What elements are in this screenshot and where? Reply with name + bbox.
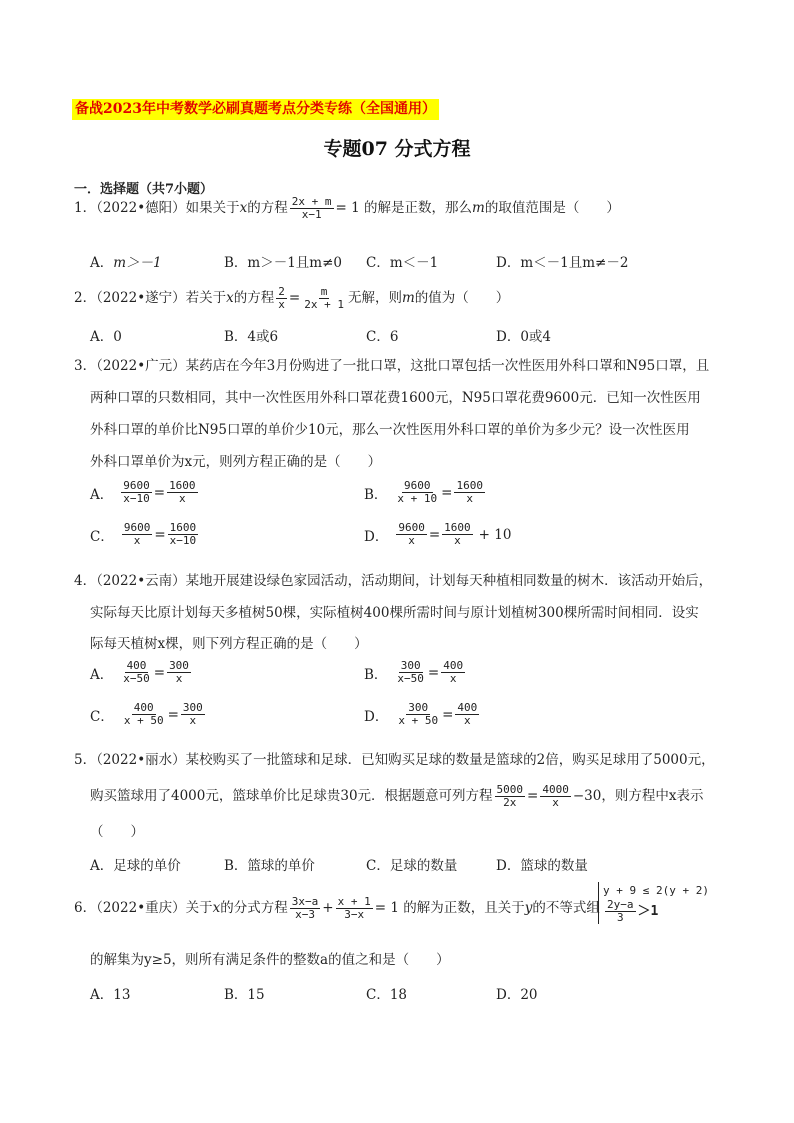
question-1-stem xyxy=(74,188,620,228)
q2-option-d[interactable]: D．0或4 xyxy=(496,329,552,345)
denominator: 2x + 1 xyxy=(304,297,344,311)
question-6-stem xyxy=(74,888,600,928)
denominator: 3 xyxy=(616,911,624,924)
denominator: x−50 xyxy=(397,672,424,685)
fraction xyxy=(167,480,198,505)
option-key: A． xyxy=(90,255,114,271)
q1-fraction xyxy=(290,196,334,221)
question-4-line-3: 际每天植树x棵，则下列方程正确的是（ ） xyxy=(90,636,368,652)
fraction xyxy=(167,660,191,685)
option-key: B． xyxy=(364,666,388,683)
plus-sign: + xyxy=(322,900,334,916)
q1-text: 的方程 xyxy=(247,200,288,216)
equals-sign: = xyxy=(288,290,301,306)
numerator: 1600 xyxy=(456,479,483,492)
numerator: 9600 xyxy=(123,479,150,492)
q6-fraction-1 xyxy=(290,896,321,921)
q5-text: −30，则方程中x表示 xyxy=(572,788,704,804)
q5-text: 购买篮球用了4000元，篮球单价比足球贵30元．根据题意可列方程 xyxy=(90,788,493,804)
q6-var: x xyxy=(212,900,221,916)
option-key: D． xyxy=(364,708,389,725)
option-text: m＜－1 xyxy=(389,255,439,271)
numerator: 5000 xyxy=(496,782,524,796)
question-4-line-1: 4．（2022•云南）某地开展建设绿色家园活动，活动期间，计划每天种植相同数量的树木．该活动开始后， xyxy=(74,573,713,589)
q3-option-a[interactable] xyxy=(90,480,200,505)
q4-option-a[interactable] xyxy=(90,660,193,685)
denominator: x xyxy=(133,534,141,547)
q1-option-b[interactable] xyxy=(224,251,342,271)
option-text: m＞－1且m≠0 xyxy=(247,255,343,271)
q2-option-a[interactable]: A．0 xyxy=(90,329,122,345)
denominator: x−1 xyxy=(301,207,322,221)
question-5-line-1: 5．（2022•丽水）某校购买了一批篮球和足球．已知购买足球的数量是篮球的2倍，购买足球用了5000元， xyxy=(74,752,715,768)
question-3-line-4: 外科口罩单价为x元，则列方程正确的是（ ） xyxy=(90,454,382,470)
numerator: 9600 xyxy=(398,521,425,534)
denominator: x xyxy=(552,795,559,809)
q3-option-d[interactable] xyxy=(364,522,511,547)
denominator: x + 10 xyxy=(397,492,438,505)
q3-option-b[interactable] xyxy=(364,480,487,505)
q2-text: 无解，则 xyxy=(347,290,402,306)
numerator: 300 xyxy=(182,701,203,714)
numerator: 300 xyxy=(169,659,189,672)
fraction xyxy=(121,660,152,685)
option-text: m＜－1且m≠－2 xyxy=(520,255,629,271)
denominator: x + 50 xyxy=(398,714,439,727)
fraction xyxy=(122,702,166,727)
q1-text: = 1 的解是正数，那么 xyxy=(335,200,473,216)
equals-sign: = xyxy=(153,484,166,501)
q6-option-c[interactable]: C．18 xyxy=(366,987,408,1003)
numerator: 300 xyxy=(400,659,421,672)
equals-sign: = xyxy=(441,484,453,501)
q5-fraction-1 xyxy=(495,784,526,809)
question-3-line-3: 外科口罩的单价比N95口罩的单价少10元，那么一次性医用外科口罩的单价为多少元？设一次性医用 xyxy=(90,422,690,438)
q1-var: m xyxy=(472,200,485,216)
q6-text: = 1 的解为正数，且关于 xyxy=(374,900,525,916)
option-text: m＞－1 xyxy=(113,255,162,271)
denominator: x−10 xyxy=(169,534,197,547)
denominator: x xyxy=(464,714,471,727)
numerator: 400 xyxy=(133,701,154,714)
numerator: 1600 xyxy=(444,521,471,534)
q2-option-c[interactable]: C．6 xyxy=(366,329,399,345)
fraction xyxy=(181,702,205,727)
q1-option-a[interactable] xyxy=(90,251,162,271)
numerator: x + 1 xyxy=(337,894,371,908)
equals-sign: = xyxy=(153,664,166,681)
denominator: x xyxy=(454,534,461,547)
q3-option-c[interactable] xyxy=(90,522,200,547)
denominator: x xyxy=(278,297,285,311)
q1-option-c[interactable] xyxy=(366,251,438,271)
q4-option-b[interactable] xyxy=(364,660,467,685)
question-6-line-2: 的解集为y≥5，则所有满足条件的整数a的值之和是（ ） xyxy=(90,952,450,968)
numerator: 9600 xyxy=(404,479,431,492)
fraction xyxy=(455,702,479,727)
q5-option-b[interactable]: B．篮球的单价 xyxy=(224,858,315,874)
denominator: 3−x xyxy=(344,907,365,921)
option-key: C． xyxy=(366,255,390,271)
q1-var: x xyxy=(239,200,248,216)
option-key: B． xyxy=(364,486,388,503)
q2-text: 的值为（ ） xyxy=(414,290,510,306)
numerator: 9600 xyxy=(123,521,151,534)
numerator: 400 xyxy=(457,701,478,714)
q4-option-c[interactable] xyxy=(90,702,207,727)
fraction xyxy=(395,660,426,685)
inequality-system xyxy=(598,882,709,924)
denominator: x xyxy=(466,492,474,505)
q1-text: 的取值范围是（ ） xyxy=(484,200,620,216)
q6-var: y xyxy=(524,900,533,916)
fraction xyxy=(605,899,636,924)
numerator: 2 xyxy=(278,284,285,298)
question-2-stem xyxy=(74,278,509,318)
equals-sign: = xyxy=(442,706,454,723)
q2-text: 的方程 xyxy=(233,290,275,306)
option-key: A． xyxy=(90,486,114,503)
q6-option-a[interactable]: A．13 xyxy=(90,987,131,1003)
q2-fraction-1 xyxy=(276,286,287,311)
fraction xyxy=(121,480,152,505)
q5-fraction-2 xyxy=(540,784,571,809)
fraction xyxy=(122,522,153,547)
numerator: 1600 xyxy=(169,521,197,534)
fraction xyxy=(395,480,439,505)
series-banner: 备战2023年中考数学必刷真题考点分类专练（全国通用） xyxy=(72,99,439,120)
inequality-tail: ＞1 xyxy=(637,904,659,919)
q1-text: 1．（2022•德阳）如果关于 xyxy=(74,200,240,216)
q6-option-d[interactable]: D．20 xyxy=(496,987,538,1003)
q6-text: 的不等式组 xyxy=(532,900,600,916)
q2-text: 2．（2022•遂宁）若关于 xyxy=(74,290,227,306)
q5-option-d[interactable]: D．篮球的数量 xyxy=(496,858,588,874)
inequality-2 xyxy=(603,899,709,924)
numerator: m xyxy=(320,284,328,298)
numerator: 400 xyxy=(443,659,464,672)
q2-var: m xyxy=(401,290,415,306)
denominator: x xyxy=(408,534,415,547)
q2-option-b[interactable]: B．4或6 xyxy=(224,329,279,345)
question-3-line-2: 两种口罩的只数相同，其中一次性医用外科口罩花费1600元，N95口罩花费9600元．已知一次性医用 xyxy=(90,390,701,406)
q2-var: x xyxy=(226,290,234,306)
q6-fraction-2 xyxy=(336,896,373,921)
fraction xyxy=(168,522,199,547)
option-key: A． xyxy=(90,666,114,683)
fraction xyxy=(396,522,427,547)
q2-fraction-2 xyxy=(302,286,346,311)
numerator: 300 xyxy=(408,701,429,714)
numerator: 4000 xyxy=(542,782,569,796)
numerator: 400 xyxy=(126,659,147,672)
fraction xyxy=(442,522,473,547)
numerator: 1600 xyxy=(169,479,196,492)
numerator: 2x + m xyxy=(291,194,332,208)
q4-option-d[interactable] xyxy=(364,702,481,727)
option-key: C． xyxy=(90,708,114,725)
denominator: x−50 xyxy=(123,672,150,685)
q5-option-c[interactable]: C．足球的数量 xyxy=(366,858,458,874)
inequality-1: y + 9 ≤ 2(y + 2) xyxy=(603,884,709,897)
option-tail: + 10 xyxy=(478,526,512,543)
option-key: D． xyxy=(496,255,521,271)
denominator: x−10 xyxy=(123,492,150,505)
option-key: C． xyxy=(90,528,114,545)
equals-sign: = xyxy=(154,526,166,543)
numerator: 2y−a xyxy=(607,898,634,911)
numerator: 3x−a xyxy=(291,894,319,908)
q6-option-b[interactable]: B．15 xyxy=(224,987,265,1003)
option-key: B． xyxy=(224,255,248,271)
question-5-line-2 xyxy=(90,776,703,816)
denominator: x−3 xyxy=(295,907,315,921)
q6-text: 的分式方程 xyxy=(220,900,288,916)
fraction xyxy=(454,480,485,505)
question-5-line-3: （ ） xyxy=(90,824,144,840)
equals-sign: = xyxy=(527,788,539,804)
fraction xyxy=(396,702,440,727)
denominator: x xyxy=(189,714,197,727)
denominator: x xyxy=(175,672,183,685)
fraction xyxy=(441,660,465,685)
question-3-line-1: 3．（2022•广元）某药店在今年3月份购进了一批口罩，这批口罩包括一次性医用外科口罩和N95口罩，且 xyxy=(74,358,710,374)
q1-option-d[interactable] xyxy=(496,251,628,271)
equals-sign: = xyxy=(428,526,441,543)
denominator: x xyxy=(449,672,457,685)
q5-option-a[interactable]: A．足球的单价 xyxy=(90,858,181,874)
equals-sign: = xyxy=(427,664,440,681)
option-key: D． xyxy=(364,528,389,545)
denominator: x xyxy=(179,492,186,505)
denominator: x + 50 xyxy=(123,714,164,727)
page-title: 专题07 分式方程 xyxy=(323,138,471,160)
denominator: 2x xyxy=(503,795,517,809)
section-heading: 一．选择题（共7小题） xyxy=(74,182,214,197)
q6-text: 6．（2022•重庆）关于 xyxy=(74,900,213,916)
equals-sign: = xyxy=(167,706,179,723)
question-4-line-2: 实际每天比原计划每天多植树50棵，实际植树400棵所需时间与原计划植树300棵所需时间相同．设实 xyxy=(90,605,699,621)
